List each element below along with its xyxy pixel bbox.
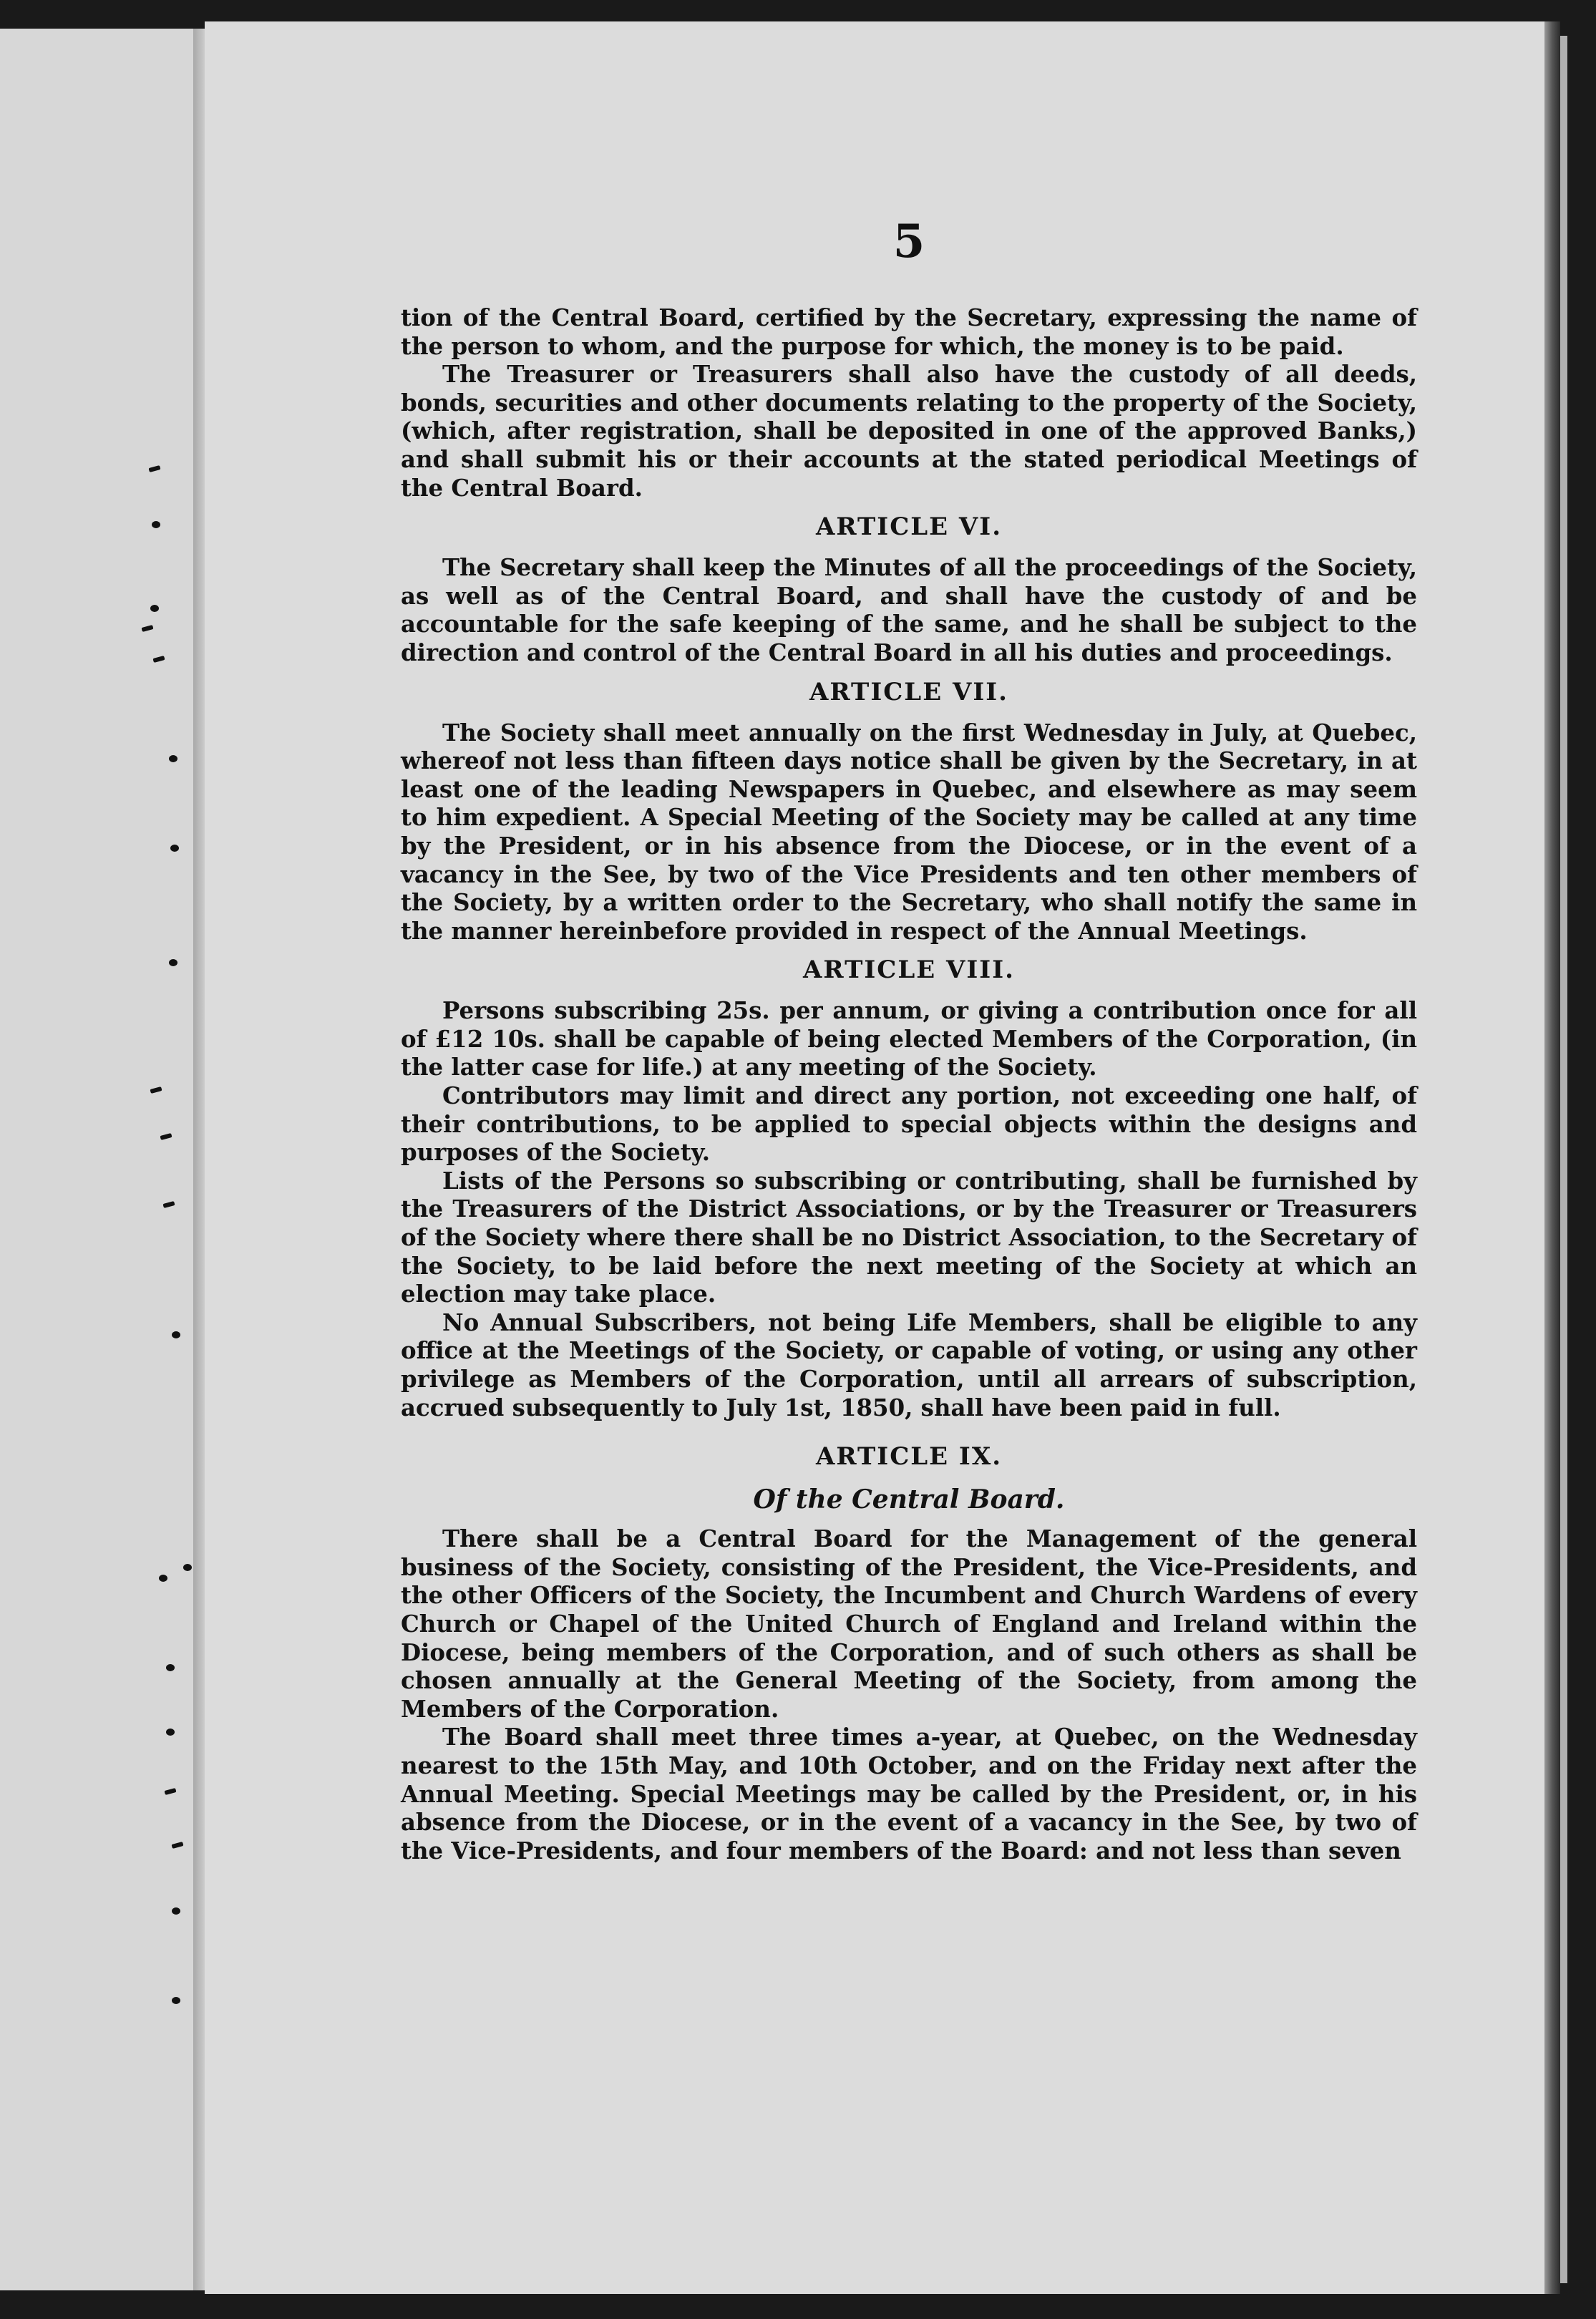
binding-mark	[172, 1331, 180, 1338]
paragraph: The Treasurer or Treasurers shall also have the custody of all deeds, bonds, securities and other documents relating to the property of the Society, (which, after registration, shall be deposited in one of the approved Banks,) and shall submit his or their accounts at the stated periodical Meetings of the Central Board.	[401, 361, 1417, 502]
binding-mark	[169, 959, 177, 966]
paragraph: The Society shall meet annually on the first Wednesday in July, at Quebec, whereof not less than fifteen days notice shall be given by the Secretary, in at least one of the leading Newspapers in Quebec, and elsewhere as may seem to him expedient. A Special Meeting of the Society may be called at any time by the President, or in his absence from the Diocese, or in the event of a vacancy in the See, by two of the Vice Presidents and ten other members of the Society, by a written order to the Secretary, who shall notify the same in the manner hereinbefore provided in respect of the Annual Meetings.	[401, 719, 1417, 945]
page-edge-shadow	[1544, 21, 1560, 2294]
binding-mark	[159, 1575, 167, 1582]
binding-mark	[172, 1907, 180, 1915]
binding-mark	[172, 1997, 180, 2004]
binding-mark	[166, 1729, 175, 1736]
page-number: 5	[892, 215, 925, 268]
article-subheading: Of the Central Board.	[753, 1484, 1065, 1515]
article-heading: ARTICLE VII.	[809, 677, 1008, 706]
facing-page-edge	[0, 29, 203, 2290]
article-heading: ARTICLE IX.	[815, 1442, 1003, 1472]
paragraph: The Secretary shall keep the Minutes of all the proceedings of the Society, as well as of the Central Board, and shall have the custody of and be accountable for the safe keeping of the same, and he shall be subject to the direction and control of the Central Board in all his duties and proceedings.	[401, 554, 1417, 666]
binding-mark	[150, 605, 159, 612]
paragraph: The Board shall meet three times a-year, at Quebec, on the Wednesday nearest to the 15th May, and 10th October, and on the Friday next after the Annual Meeting. Special Meetings may be called by the President, or, in his absence from the Diocese, or in the event of a vacancy in the See, by two of the Vice-Presidents, and four members of the Board: and not less than seven	[401, 1724, 1417, 1865]
body-text	[401, 304, 1417, 1865]
binding-mark	[183, 1564, 192, 1571]
binding-mark	[166, 1664, 175, 1671]
paragraph: Contributors may limit and direct any portion, not exceeding one half, of their contributions, to be applied to special objects within the designs and purposes of the Society.	[401, 1082, 1417, 1167]
paragraph: There shall be a Central Board for the Management of the general business of the Society, consisting of the President, the Vice-Presidents, and the other Officers of the Society, the Incumbent and Church Wardens of every Church or Chapel of the United Church of England and Ireland within the Diocese, being members of the Corporation, and of such others as shall be chosen annually at the General Meeting of the Society, from among the Members of the Corporation.	[401, 1525, 1417, 1723]
binding-mark	[170, 845, 179, 852]
article-heading: ARTICLE VIII.	[803, 956, 1015, 985]
paragraph: Persons subscribing 25s. per annum, or giving a contribution once for all of £12 10s. shall be capable of being elected Members of the Corporation, (in the latter case for life.) at any meeting of the Society.	[401, 997, 1417, 1081]
binding-mark	[169, 755, 177, 762]
article-heading: ARTICLE VI.	[815, 512, 1003, 542]
paragraph: tion of the Central Board, certified by the Secretary, expressing the name of the person to whom, and the purpose for which, the money is to be paid.	[401, 304, 1417, 360]
paragraph: Lists of the Persons so subscribing or contributing, shall be furnished by the Treasurers of the District Associations, or by the Treasurer or Treasurers of the Society where there shall be no District Association, to the Secretary of the Society, to be laid before the next meeting of the Society at which an election may take place.	[401, 1167, 1417, 1308]
page-edge-highlight	[1560, 36, 1567, 2283]
paragraph: No Annual Subscribers, not being Life Members, shall be eligible to any office at the Meetings of the Society, or capable of voting, or using any other privilege as Members of the Corporation, until all arrears of subscription, accrued subsequently to July 1st, 1850, shall have been paid in full.	[401, 1308, 1417, 1421]
binding-mark	[152, 521, 160, 528]
